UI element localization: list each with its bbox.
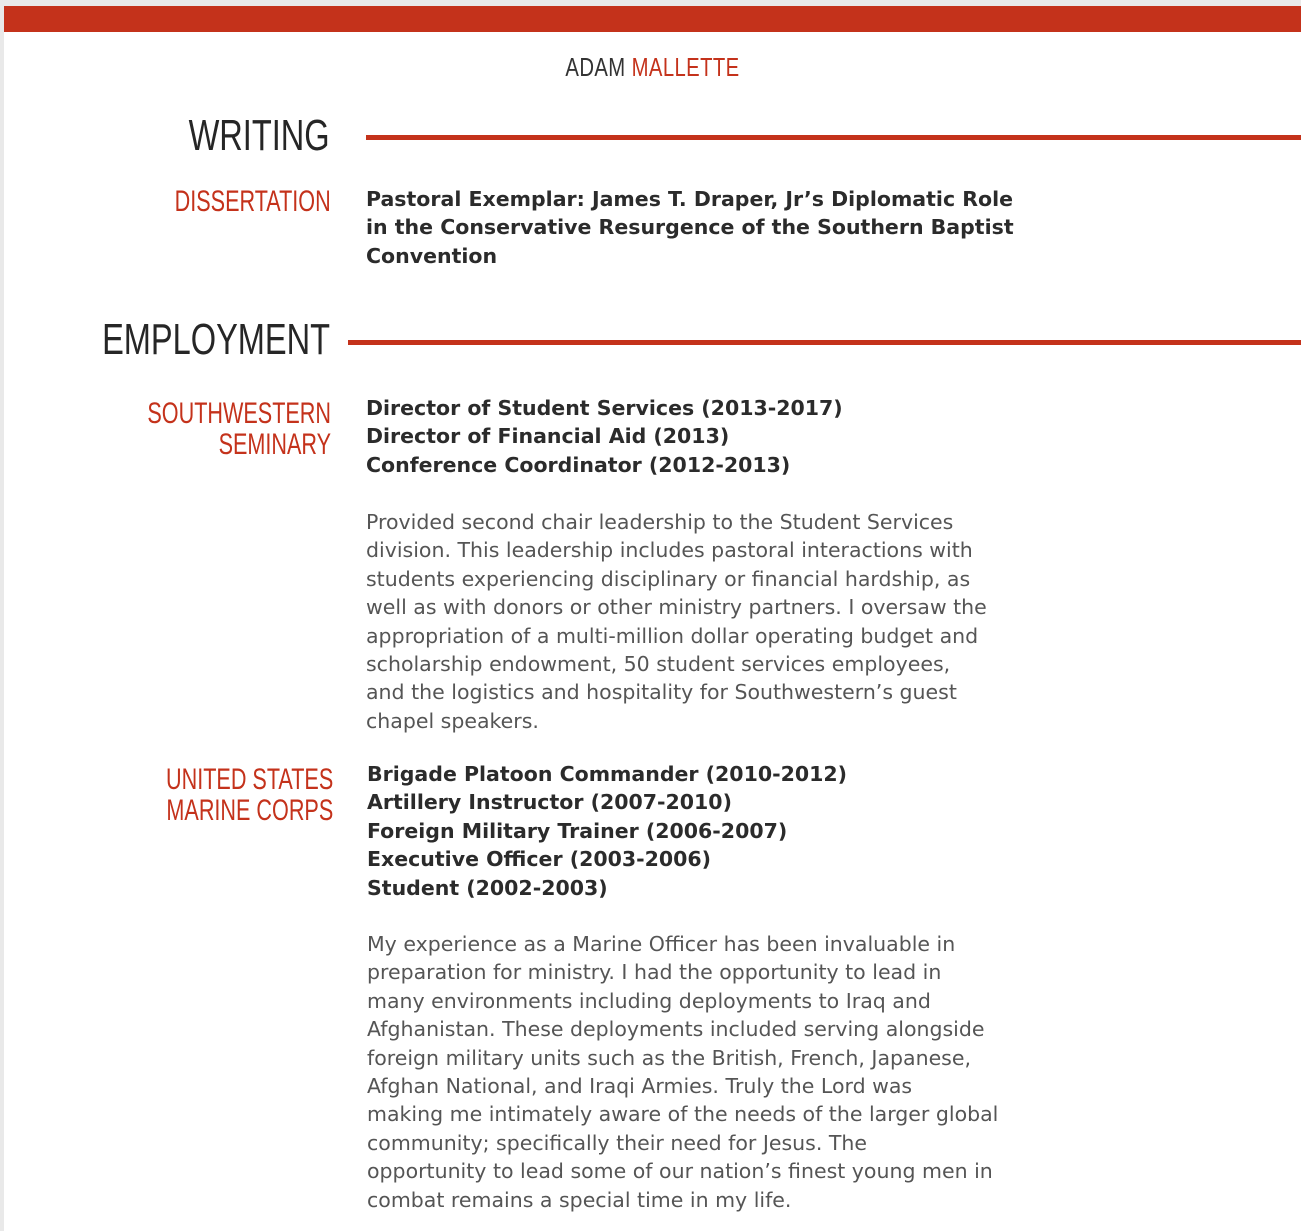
description-line: Afghan National, and Iraqi Armies. Truly the Lord was xyxy=(367,1074,913,1099)
description-line: Afghanistan. These deployments included serving alongside xyxy=(367,1017,985,1042)
description-line: preparation for ministry. I had the opportunity to lead in xyxy=(367,960,942,985)
southwestern-roles xyxy=(366,394,1056,479)
section-rule-employment xyxy=(348,340,1301,345)
description-line: making me intimately aware of the needs of the larger global xyxy=(367,1102,999,1127)
label-southwestern xyxy=(147,398,331,460)
description-line: well as with donors or other ministry partners. I oversaw the xyxy=(366,595,987,620)
label-southwestern-line: SOUTHWESTERN xyxy=(147,397,331,430)
role-item: Director of Financial Aid (2013) xyxy=(366,424,730,449)
role-item: Director of Student Services (2013-2017) xyxy=(366,396,843,420)
southwestern-description xyxy=(366,508,1056,735)
dissertation-title-line: Convention xyxy=(366,243,498,268)
top-accent-bar xyxy=(4,6,1301,32)
role-item: Brigade Platoon Commander (2010-2012) xyxy=(367,762,848,786)
section-title-writing: WRITING xyxy=(188,111,330,160)
section-title-employment: EMPLOYMENT xyxy=(102,315,330,364)
role-item: Artillery Instructor (2007-2010) xyxy=(367,790,732,815)
last-name: MALLETTE xyxy=(631,52,740,82)
section-rule-writing xyxy=(366,135,1301,140)
description-line: scholarship endowment, 50 student services employees, xyxy=(366,652,951,677)
first-name: ADAM xyxy=(565,52,626,82)
label-marines-line: UNITED STATES xyxy=(165,763,333,796)
resume-name xyxy=(147,52,1159,83)
description-line: appropriation of a multi-million dollar operating budget and xyxy=(366,623,979,648)
label-dissertation xyxy=(175,186,331,217)
marines-description xyxy=(367,930,1057,1214)
description-line: My experience as a Marine Officer has been invaluable in xyxy=(367,932,956,956)
marines-roles xyxy=(367,760,1057,902)
description-line: and the logistics and hospitality for Southwestern’s guest xyxy=(366,680,957,705)
description-line: combat remains a special time in my life. xyxy=(367,1187,792,1212)
description-line: foreign military units such as the British, French, Japanese, xyxy=(367,1045,971,1070)
dissertation-title-line: in the Conservative Resurgence of the Southern Baptist xyxy=(366,215,1014,240)
description-line: many environments including deployments to Iraq and xyxy=(367,988,931,1013)
description-line: division. This leadership includes pastoral interactions with xyxy=(366,538,973,563)
description-line: Provided second chair leadership to the Student Services xyxy=(366,510,954,534)
description-line: students experiencing disciplinary or financial hardship, as xyxy=(366,566,971,591)
dissertation-title xyxy=(366,185,1056,270)
role-item: Foreign Military Trainer (2006-2007) xyxy=(367,818,788,843)
label-marines-line: MARINE CORPS xyxy=(166,794,333,827)
label-marines xyxy=(166,764,333,826)
description-line: opportunity to lead some of our nation’s finest young men in xyxy=(367,1159,993,1184)
role-item: Conference Coordinator (2012-2013) xyxy=(366,452,791,477)
role-item: Student (2002-2003) xyxy=(367,875,608,900)
label-dissertation-text: DISSERTATION xyxy=(174,185,331,218)
label-southwestern-line: SEMINARY xyxy=(218,428,331,461)
resume-page xyxy=(4,6,1301,1231)
description-line: chapel speakers. xyxy=(366,708,539,733)
description-line: community; specifically their need for Jesus. The xyxy=(367,1130,867,1155)
role-item: Executive Officer (2003-2006) xyxy=(367,847,712,872)
dissertation-title-line: Pastoral Exemplar: James T. Draper, Jr’s Diplomatic Role xyxy=(366,187,1014,211)
